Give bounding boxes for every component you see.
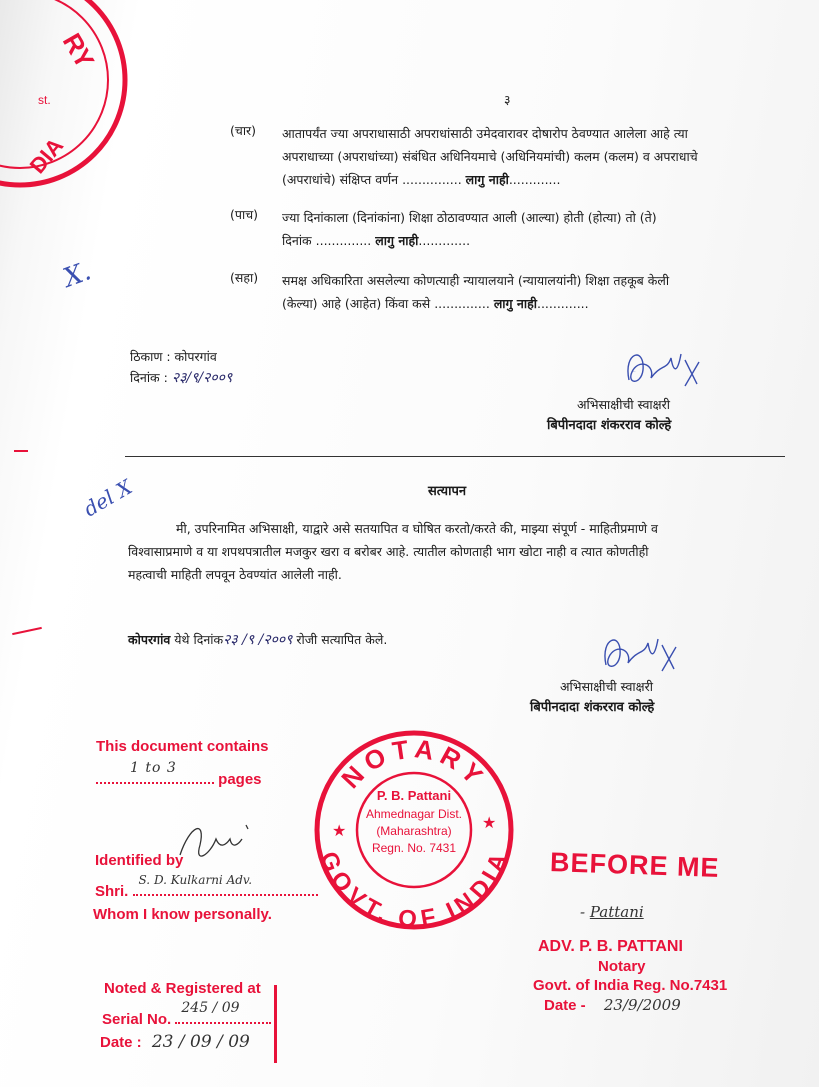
stamp-doc-contains: This document contains: [96, 738, 269, 755]
stamp-date-label: Date :: [100, 1034, 142, 1051]
date-label: दिनांक :: [130, 370, 168, 385]
before-me-stamp: BEFORE ME: [549, 847, 721, 883]
edge-mark-2: [12, 627, 42, 635]
seal-bottom-text: GOVT. OF INDIA: [314, 847, 514, 932]
verified-place: कोपरगांव: [128, 632, 171, 647]
item-5-line-2-text: दिनांक ..............: [282, 233, 372, 248]
date-value: २३/९/२००९: [171, 370, 233, 386]
stamp-shri-field: [133, 873, 318, 896]
verified-line: [128, 628, 387, 652]
stamp-serial-label: Serial No.: [102, 1011, 172, 1028]
place-label: ठिकाण : कोपरगांव: [130, 349, 217, 364]
signatory-role-1: अभिसाक्षीची स्वाक्षरी: [577, 397, 670, 412]
stamp-pages-field: [96, 760, 214, 784]
edge-mark-1: [14, 450, 28, 452]
item-body-4: [282, 122, 787, 191]
identifier-signature: [170, 815, 260, 875]
stamp-whom: Whom I know personally.: [93, 906, 272, 923]
seal-line3: (Maharashtra): [376, 824, 452, 838]
notary-date-label: Date -: [544, 997, 586, 1014]
svg-text:NOTARY: [335, 733, 493, 794]
seal-star-left-icon: ★: [332, 821, 347, 840]
notary-reg: Govt. of India Reg. No.7431: [533, 977, 728, 994]
page-number: ३: [504, 92, 511, 107]
item-4-line-3: [282, 168, 787, 191]
stamp-shri-label: Shri.: [95, 883, 129, 900]
item-4-tail: .............: [508, 172, 561, 187]
stamp-shri-line: [95, 873, 318, 900]
stamp-pages-suffix: pages: [218, 771, 262, 788]
verification-line-3: महत्वाची माहिती लपवून ठेवण्यांत आलेली नाही.: [128, 567, 342, 582]
seal-top-text: NOTARY: [335, 733, 493, 795]
verification-line-1: मी, उपरिनामित अभिसाक्षी, याद्वारे असे सतयापित व घोषित करतो/करते की, माझ्या संपूर्ण - माहितीप्रमाणे व: [176, 521, 658, 536]
seal-line4: Regn. No. 7431: [371, 841, 457, 855]
stamp-date-line: [100, 1032, 250, 1052]
item-body-6: [282, 269, 787, 315]
item-body-5: [282, 206, 787, 252]
item-number-6: (सहा): [230, 270, 259, 285]
seal-star-right-icon: ★: [482, 813, 497, 832]
top-seal-fragment: [0, 0, 140, 200]
item-5-line-1: ज्या दिनांकाला (दिनांकांना) शिक्षा ठोठावण्यात आली (आल्या) होती (होत्या) तो (ते): [282, 210, 657, 225]
notary-seal: [312, 728, 516, 932]
notary-date-value: 23/9/2009: [603, 996, 681, 1014]
date-line: [130, 366, 232, 390]
notary-name: ADV. P. B. PATTANI: [538, 938, 683, 955]
item-5-line-2: [282, 229, 787, 252]
stamp-noted: Noted & Registered at: [104, 980, 261, 997]
item-6-line-1: समक्ष अधिकारिता असलेल्या कोणत्याही न्यायालयाने (न्यायालयांनी) शिक्षा तहकूब केली: [282, 273, 670, 288]
item-4-line-1: आतापर्यंत ज्या अपराधासाठी अपराधांसाठी उमेदवारावर दोषारोप ठेवण्यात आलेला आहे त्या: [282, 126, 688, 141]
stamp-shri-value: S. D. Kulkarni Adv.: [138, 873, 253, 887]
notary-title: Notary: [598, 958, 646, 975]
margin-mark-1: X.: [59, 256, 96, 294]
stamp-pages-value: 1 to 3: [130, 760, 177, 776]
item-4-line-3-text: (अपराधांचे) संक्षिप्त वर्णन ...............: [282, 172, 462, 187]
verified-prefix: येथे दिनांक: [174, 632, 224, 647]
section-divider: [125, 456, 785, 457]
verification-line-2: विश्वासाप्रमाणे व या शपथपत्रातील मजकुर खरा व बरोबर आहे. त्यातील कोणताही भाग खोटा नाही व त्यात कोणतीही: [128, 544, 649, 559]
item-6-line-2: [282, 292, 787, 315]
seal-fragment-top: RY: [56, 28, 101, 74]
notary-sign-text: Pattani: [589, 903, 644, 921]
verified-suffix: रोजी सत्यापित केले.: [296, 632, 388, 647]
seal-line2: Ahmednagar Dist.: [365, 807, 463, 821]
item-6-answer: लागु नाही: [493, 296, 537, 311]
signatory-name-1: बिपीनदादा शंकरराव कोल्हे: [547, 418, 672, 433]
stamp-serial-line: [102, 1000, 271, 1028]
stamp-identified: Identified by: [95, 852, 184, 869]
item-6-tail: .............: [536, 296, 589, 311]
signature-1-text: Bkall: [633, 372, 636, 373]
seal-fragment-bottom: DIA: [24, 133, 69, 179]
item-5-answer: लागु नाही: [375, 233, 419, 248]
verified-date: २३ /९ /२००९: [223, 632, 293, 648]
seal-name: P. B. Pattani: [376, 788, 452, 803]
stamp-bracket: [274, 985, 277, 1063]
stamp-serial-value: 245 / 09: [181, 1000, 240, 1016]
verification-paragraph: [128, 517, 788, 586]
stamp-pages-line: [96, 760, 262, 788]
item-5-tail: .............: [418, 233, 471, 248]
svg-text:GOVT. OF INDIA: [314, 848, 513, 932]
item-number-5: (पाच): [230, 207, 259, 222]
signatory-role-2: अभिसाक्षीची स्वाक्षरी: [560, 679, 653, 694]
item-4-answer: लागु नाही: [465, 172, 509, 187]
item-6-line-2-text: (केल्या) आहे (आहेत) किंवा कसे ..............: [282, 296, 490, 311]
item-number-4: (चार): [230, 123, 257, 138]
margin-mark-2: del X: [79, 474, 137, 522]
signature-1: [615, 340, 705, 400]
stamp-serial-field: [175, 1000, 271, 1024]
seal-fragment-mid: st.: [38, 93, 51, 107]
item-4-line-2: अपराधाच्या (अपराधांच्या) संबंधित अधिनियमाचे (अधिनियमांची) कलम (कलम) व अपराधाचे: [282, 149, 698, 164]
signatory-name-2: बिपीनदादा शंकरराव कोल्हे: [530, 700, 655, 715]
notary-sign: - Pattani: [580, 903, 644, 921]
verification-heading: सत्यापन: [428, 484, 467, 499]
stamp-date-value: 23 / 09 / 09: [151, 1032, 250, 1052]
notary-date-line: [544, 996, 681, 1014]
